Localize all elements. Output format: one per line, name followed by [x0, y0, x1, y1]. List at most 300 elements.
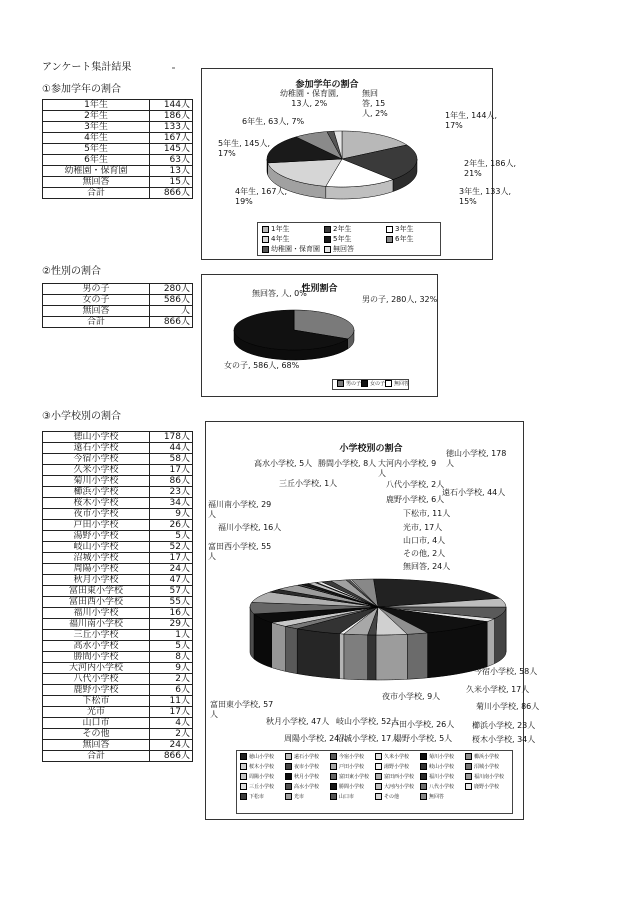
- row-value: 5人: [150, 641, 193, 652]
- legend-label: 秋月小学校: [294, 774, 320, 780]
- row-value: 9人: [150, 509, 193, 520]
- data-label: [386, 480, 444, 490]
- table-row: [43, 641, 193, 652]
- data-label: [336, 717, 399, 727]
- data-label-line: 三丘小学校, 1人: [279, 479, 338, 488]
- table-row: [43, 553, 193, 564]
- data-label: [208, 500, 271, 520]
- row-value: 5人: [150, 531, 193, 542]
- data-label: [279, 479, 337, 489]
- data-label-line: 八代小学校, 2人: [386, 480, 445, 489]
- grade-chart-frame: [201, 68, 516, 260]
- row-value: 866人: [150, 751, 193, 762]
- table-row: [43, 498, 193, 509]
- legend-item: [285, 753, 319, 760]
- row-value: 34人: [150, 498, 193, 509]
- legend-swatch: [240, 773, 247, 780]
- row-label: 福川小学校: [43, 608, 150, 619]
- row-value: 15人: [150, 177, 193, 188]
- row-value: 586人: [150, 295, 193, 306]
- row-label: 男の子: [43, 284, 150, 295]
- table-row: [43, 707, 193, 718]
- legend-label: 下松市: [249, 794, 265, 800]
- data-label-line: 人: [210, 710, 218, 719]
- legend-item: [324, 224, 351, 234]
- data-label: [382, 692, 440, 702]
- legend-swatch: [420, 763, 427, 770]
- data-label: [446, 449, 506, 469]
- legend-item: [420, 773, 454, 780]
- table-row: [43, 188, 193, 199]
- row-label: 勝間小学校: [43, 652, 150, 663]
- data-label-line: 湯野小学校, 5人: [394, 734, 453, 743]
- data-label-line: 男の子, 280人, 32%: [362, 295, 438, 304]
- data-label: [254, 459, 312, 469]
- legend-item: [420, 763, 454, 770]
- row-value: 47人: [150, 575, 193, 586]
- data-label: [403, 562, 450, 572]
- table-row: [43, 317, 193, 328]
- gender-chart-title: 性別割合: [301, 284, 338, 294]
- legend-swatch: [240, 763, 247, 770]
- data-label-line: 無回答, 人, 0%: [252, 289, 307, 298]
- legend-swatch: [361, 380, 368, 387]
- data-label-line: 大河内小学校, 9: [378, 459, 437, 468]
- legend-item: [330, 773, 369, 780]
- row-value: 186人: [150, 111, 193, 122]
- legend-item: [375, 793, 399, 800]
- table-row: [43, 520, 193, 531]
- data-label-line: その他, 2人: [403, 549, 446, 558]
- table-row: [43, 284, 193, 295]
- legend-swatch: [420, 783, 427, 790]
- data-label-line: 高水小学校, 5人: [254, 459, 313, 468]
- data-label-line: 人, 2%: [362, 109, 388, 118]
- data-label: [318, 459, 376, 469]
- row-value: 63人: [150, 155, 193, 166]
- legend-item: [465, 763, 499, 770]
- row-label: 無回答: [43, 177, 150, 188]
- legend-swatch: [465, 773, 472, 780]
- legend-item: [262, 224, 289, 234]
- row-label: 菊川小学校: [43, 476, 150, 487]
- table-row: [43, 487, 193, 498]
- legend-item: [330, 793, 354, 800]
- row-value: 23人: [150, 487, 193, 498]
- data-label-line: 鹿野小学校, 6人: [386, 495, 445, 504]
- legend-label: 今宿小学校: [339, 754, 365, 760]
- table-row: [43, 476, 193, 487]
- row-value: 17人: [150, 707, 193, 718]
- pie-slice-side: [407, 633, 427, 679]
- row-label: 合計: [43, 317, 150, 328]
- row-label: 山口市: [43, 718, 150, 729]
- legend-item: [375, 783, 414, 790]
- data-label-line: 21%: [464, 169, 482, 178]
- document-title: アンケート集計結果: [42, 62, 132, 73]
- row-label: 戸田小学校: [43, 520, 150, 531]
- data-label: [280, 89, 339, 109]
- legend-swatch: [240, 753, 247, 760]
- data-label: [224, 361, 299, 371]
- data-label-line: 光市, 17人: [403, 523, 443, 532]
- row-value: 145人: [150, 144, 193, 155]
- table-row: [43, 718, 193, 729]
- row-label: 岐山小学校: [43, 542, 150, 553]
- table-row: [43, 295, 193, 306]
- legend-label: 6年生: [395, 235, 414, 243]
- legend-item: [240, 763, 274, 770]
- table-row: [43, 597, 193, 608]
- pie-slice-side: [339, 634, 343, 679]
- row-label: 今宿小学校: [43, 454, 150, 465]
- legend-swatch: [375, 763, 382, 770]
- legend-swatch: [375, 773, 382, 780]
- row-label: 無回答: [43, 306, 150, 317]
- row-value: 133人: [150, 122, 193, 133]
- row-value: 44人: [150, 443, 193, 454]
- row-label: 富田西小学校: [43, 597, 150, 608]
- table-row: [43, 443, 193, 454]
- row-label: 遠石小学校: [43, 443, 150, 454]
- legend-label: 久米小学校: [384, 754, 410, 760]
- data-label: [235, 187, 287, 207]
- legend-label: 湯野小学校: [384, 764, 410, 770]
- data-label-line: 富田西小学校, 55: [208, 542, 272, 551]
- row-label: 幼稚園・保育園: [43, 166, 150, 177]
- row-value: 178人: [150, 432, 193, 443]
- legend-item: [420, 793, 444, 800]
- row-value: 26人: [150, 520, 193, 531]
- legend-label: 幼稚園・保育園: [271, 245, 320, 253]
- row-label: 秋月小学校: [43, 575, 150, 586]
- legend-swatch: [262, 226, 269, 233]
- table-row: [43, 542, 193, 553]
- row-label: 無回答: [43, 740, 150, 751]
- legend-swatch: [262, 236, 269, 243]
- row-value: 52人: [150, 542, 193, 553]
- row-value: 17人: [150, 553, 193, 564]
- pie-slice-side: [376, 634, 407, 680]
- data-label: [474, 667, 537, 677]
- legend-swatch: [240, 793, 247, 800]
- data-label: [218, 139, 270, 159]
- row-value: 9人: [150, 663, 193, 674]
- table-row: [43, 652, 193, 663]
- data-label: [362, 295, 437, 305]
- row-label: 合計: [43, 188, 150, 199]
- table-row: [43, 465, 193, 476]
- data-label-line: 2年生, 186人,: [464, 159, 516, 168]
- row-value: 86人: [150, 476, 193, 487]
- legend-swatch: [324, 246, 331, 253]
- grade-chart-title: 参加学年の割合: [295, 80, 359, 90]
- row-label: 3年生: [43, 122, 150, 133]
- legend-swatch: [385, 380, 392, 387]
- row-label: 徳山小学校: [43, 432, 150, 443]
- data-label: [242, 117, 304, 127]
- table-row: [43, 306, 193, 317]
- legend-swatch: [337, 380, 344, 387]
- data-label: [391, 720, 454, 730]
- legend-label: 徳山小学校: [249, 754, 275, 760]
- row-label: 女の子: [43, 295, 150, 306]
- row-value: 24人: [150, 564, 193, 575]
- table-row: [43, 740, 193, 751]
- data-label: [403, 549, 445, 559]
- row-label: 夜市小学校: [43, 509, 150, 520]
- row-label: 1年生: [43, 100, 150, 111]
- table-row: [43, 111, 193, 122]
- legend-item: [386, 224, 413, 234]
- table-row: [43, 133, 193, 144]
- legend-item: [330, 783, 364, 790]
- legend-item: [385, 380, 409, 387]
- pie-slice-side: [297, 629, 339, 679]
- row-value: 11人: [150, 696, 193, 707]
- row-label: 久米小学校: [43, 465, 150, 476]
- legend-swatch: [386, 236, 393, 243]
- row-value: 29人: [150, 619, 193, 630]
- data-label: [464, 159, 516, 179]
- data-label-line: 1年生, 144人,: [445, 111, 497, 120]
- legend-label: 大河内小学校: [384, 784, 415, 790]
- data-label-line: 人: [208, 552, 216, 561]
- row-value: 866人: [150, 317, 193, 328]
- legend-item: [240, 783, 274, 790]
- legend-item: [375, 753, 409, 760]
- legend-swatch: [386, 226, 393, 233]
- legend-item: [337, 380, 361, 387]
- data-label-line: 19%: [235, 197, 253, 206]
- legend-item: [285, 773, 319, 780]
- row-label: 6年生: [43, 155, 150, 166]
- legend-label: 無回答: [394, 381, 410, 387]
- row-label: 湯野小学校: [43, 531, 150, 542]
- legend-label: 勝間小学校: [339, 784, 365, 790]
- data-label: [403, 536, 445, 546]
- legend-label: 鹿野小学校: [474, 784, 500, 790]
- legend-label: その他: [384, 794, 400, 800]
- legend-swatch: [375, 753, 382, 760]
- legend-label: 富田西小学校: [384, 774, 415, 780]
- row-label: 大河内小学校: [43, 663, 150, 674]
- table-row: [43, 696, 193, 707]
- row-value: 17人: [150, 465, 193, 476]
- pie-slice-side: [344, 634, 368, 680]
- row-value: 58人: [150, 454, 193, 465]
- data-label-line: 5年生, 145人,: [218, 139, 270, 148]
- data-label: [386, 495, 444, 505]
- legend-label: 4年生: [271, 235, 290, 243]
- data-label: [284, 734, 347, 744]
- data-label-line: 桜木小学校, 34人: [472, 735, 536, 744]
- data-label-line: 6年生, 63人, 7%: [242, 117, 305, 126]
- legend-swatch: [240, 783, 247, 790]
- data-label-line: 下松市, 11人: [403, 509, 451, 518]
- row-label: その他: [43, 729, 150, 740]
- row-value: 13人: [150, 166, 193, 177]
- legend-swatch: [375, 793, 382, 800]
- legend-label: 三丘小学校: [249, 784, 275, 790]
- data-label-line: 遠石小学校, 44人: [442, 488, 506, 497]
- legend-item: [240, 753, 274, 760]
- legend-label: 無回答: [333, 245, 354, 253]
- data-label-line: 4年生, 167人,: [235, 187, 287, 196]
- table-row: [43, 608, 193, 619]
- school-chart-legend: [236, 750, 513, 814]
- legend-item: [324, 244, 354, 254]
- grade-chart-legend: [257, 222, 441, 256]
- table-row: [43, 509, 193, 520]
- legend-item: [324, 234, 351, 244]
- gender-chart-frame: [201, 274, 438, 397]
- table-row: [43, 729, 193, 740]
- row-label: 富田東小学校: [43, 586, 150, 597]
- legend-swatch: [285, 793, 292, 800]
- row-label: 2年生: [43, 111, 150, 122]
- row-value: 4人: [150, 718, 193, 729]
- data-label: [210, 700, 273, 720]
- row-value: 人: [150, 306, 193, 317]
- legend-label: 3年生: [395, 225, 414, 233]
- pie-slice-side: [272, 623, 286, 672]
- table-row: [43, 674, 193, 685]
- table-row: [43, 454, 193, 465]
- data-label-line: 福川南小学校, 29: [208, 500, 272, 509]
- legend-label: 桜木小学校: [249, 764, 275, 770]
- legend-swatch: [375, 783, 382, 790]
- table-row: [43, 166, 193, 177]
- legend-swatch: [324, 236, 331, 243]
- legend-label: 周陽小学校: [249, 774, 275, 780]
- row-label: 合計: [43, 751, 150, 762]
- data-label-line: 菊川小学校, 86人: [476, 702, 540, 711]
- legend-swatch: [330, 773, 337, 780]
- data-label-line: 秋月小学校, 47人: [266, 717, 330, 726]
- scan-speck: [172, 67, 175, 69]
- data-label-line: 福川小学校, 16人: [218, 523, 282, 532]
- row-label: 三丘小学校: [43, 630, 150, 641]
- row-value: 280人: [150, 284, 193, 295]
- school-chart-title: 小学校別の割合: [339, 444, 403, 454]
- row-value: 8人: [150, 652, 193, 663]
- data-label-line: 富田東小学校, 57: [210, 700, 274, 709]
- row-value: 2人: [150, 674, 193, 685]
- row-value: 24人: [150, 740, 193, 751]
- table-row: [43, 531, 193, 542]
- data-label: [472, 721, 535, 731]
- table-row: [43, 685, 193, 696]
- section2-heading: ②性別の割合: [42, 266, 101, 277]
- data-label-line: 無回答, 24人: [403, 562, 451, 571]
- legend-swatch: [330, 753, 337, 760]
- row-label: 光市: [43, 707, 150, 718]
- legend-label: 夜市小学校: [294, 764, 320, 770]
- legend-label: 無回答: [429, 794, 445, 800]
- data-label-line: 戸田小学校, 26人: [391, 720, 455, 729]
- legend-label: 戸田小学校: [339, 764, 365, 770]
- legend-item: [375, 763, 409, 770]
- gender-chart-legend: [332, 379, 409, 390]
- school-chart-frame: [205, 421, 540, 820]
- data-label-line: 櫛浜小学校, 23人: [472, 721, 536, 730]
- legend-label: 八代小学校: [429, 784, 455, 790]
- legend-label: 櫛浜小学校: [474, 754, 500, 760]
- table-row: [43, 100, 193, 111]
- legend-label: 光市: [294, 794, 305, 800]
- row-value: 144人: [150, 100, 193, 111]
- table-row: [43, 586, 193, 597]
- data-label-line: 沼城小学校, 17人: [336, 734, 400, 743]
- legend-item: [262, 244, 320, 254]
- table-row: [43, 432, 193, 443]
- data-label: [445, 111, 497, 131]
- pie-slice-side: [487, 619, 494, 667]
- legend-label: 5年生: [333, 235, 352, 243]
- legend-swatch: [330, 793, 337, 800]
- legend-item: [420, 783, 454, 790]
- data-label: [403, 509, 450, 519]
- row-value: 866人: [150, 188, 193, 199]
- data-label-line: 答, 15: [362, 99, 386, 108]
- legend-swatch: [330, 763, 337, 770]
- table-row: [43, 144, 193, 155]
- data-label-line: 人: [446, 459, 454, 468]
- legend-swatch: [465, 783, 472, 790]
- data-label: [252, 289, 307, 299]
- legend-item: [375, 773, 414, 780]
- data-label-line: 女の子, 586人, 68%: [224, 361, 300, 370]
- legend-label: 岐山小学校: [429, 764, 455, 770]
- data-label-line: 人: [208, 510, 216, 519]
- row-label: 5年生: [43, 144, 150, 155]
- data-label: [218, 523, 281, 533]
- legend-item: [285, 763, 319, 770]
- legend-item: [465, 773, 504, 780]
- legend-item: [262, 234, 289, 244]
- row-value: 167人: [150, 133, 193, 144]
- legend-item: [285, 783, 319, 790]
- data-label-line: 15%: [459, 197, 477, 206]
- row-label: 櫛浜小学校: [43, 487, 150, 498]
- legend-item: [465, 753, 499, 760]
- grade-table: [42, 99, 193, 199]
- legend-label: 2年生: [333, 225, 352, 233]
- data-label: [472, 735, 535, 745]
- data-label: [459, 187, 511, 207]
- legend-swatch: [420, 753, 427, 760]
- legend-swatch: [262, 246, 269, 253]
- table-row: [43, 122, 193, 133]
- data-label-line: 岐山小学校, 52人: [336, 717, 400, 726]
- data-label-line: 人: [378, 469, 386, 478]
- data-label: [362, 89, 388, 119]
- legend-item: [386, 234, 413, 244]
- pie-slice-side: [368, 635, 376, 680]
- data-label-line: 勝間小学校, 8人: [318, 459, 377, 468]
- section1-heading: ①参加学年の割合: [42, 84, 121, 95]
- legend-item: [330, 753, 364, 760]
- data-label-line: 13人, 2%: [291, 99, 328, 108]
- legend-item: [330, 763, 364, 770]
- data-label: [266, 717, 329, 727]
- legend-item: [240, 793, 264, 800]
- row-label: 福川南小学校: [43, 619, 150, 630]
- table-row: [43, 155, 193, 166]
- table-row: [43, 564, 193, 575]
- legend-swatch: [465, 753, 472, 760]
